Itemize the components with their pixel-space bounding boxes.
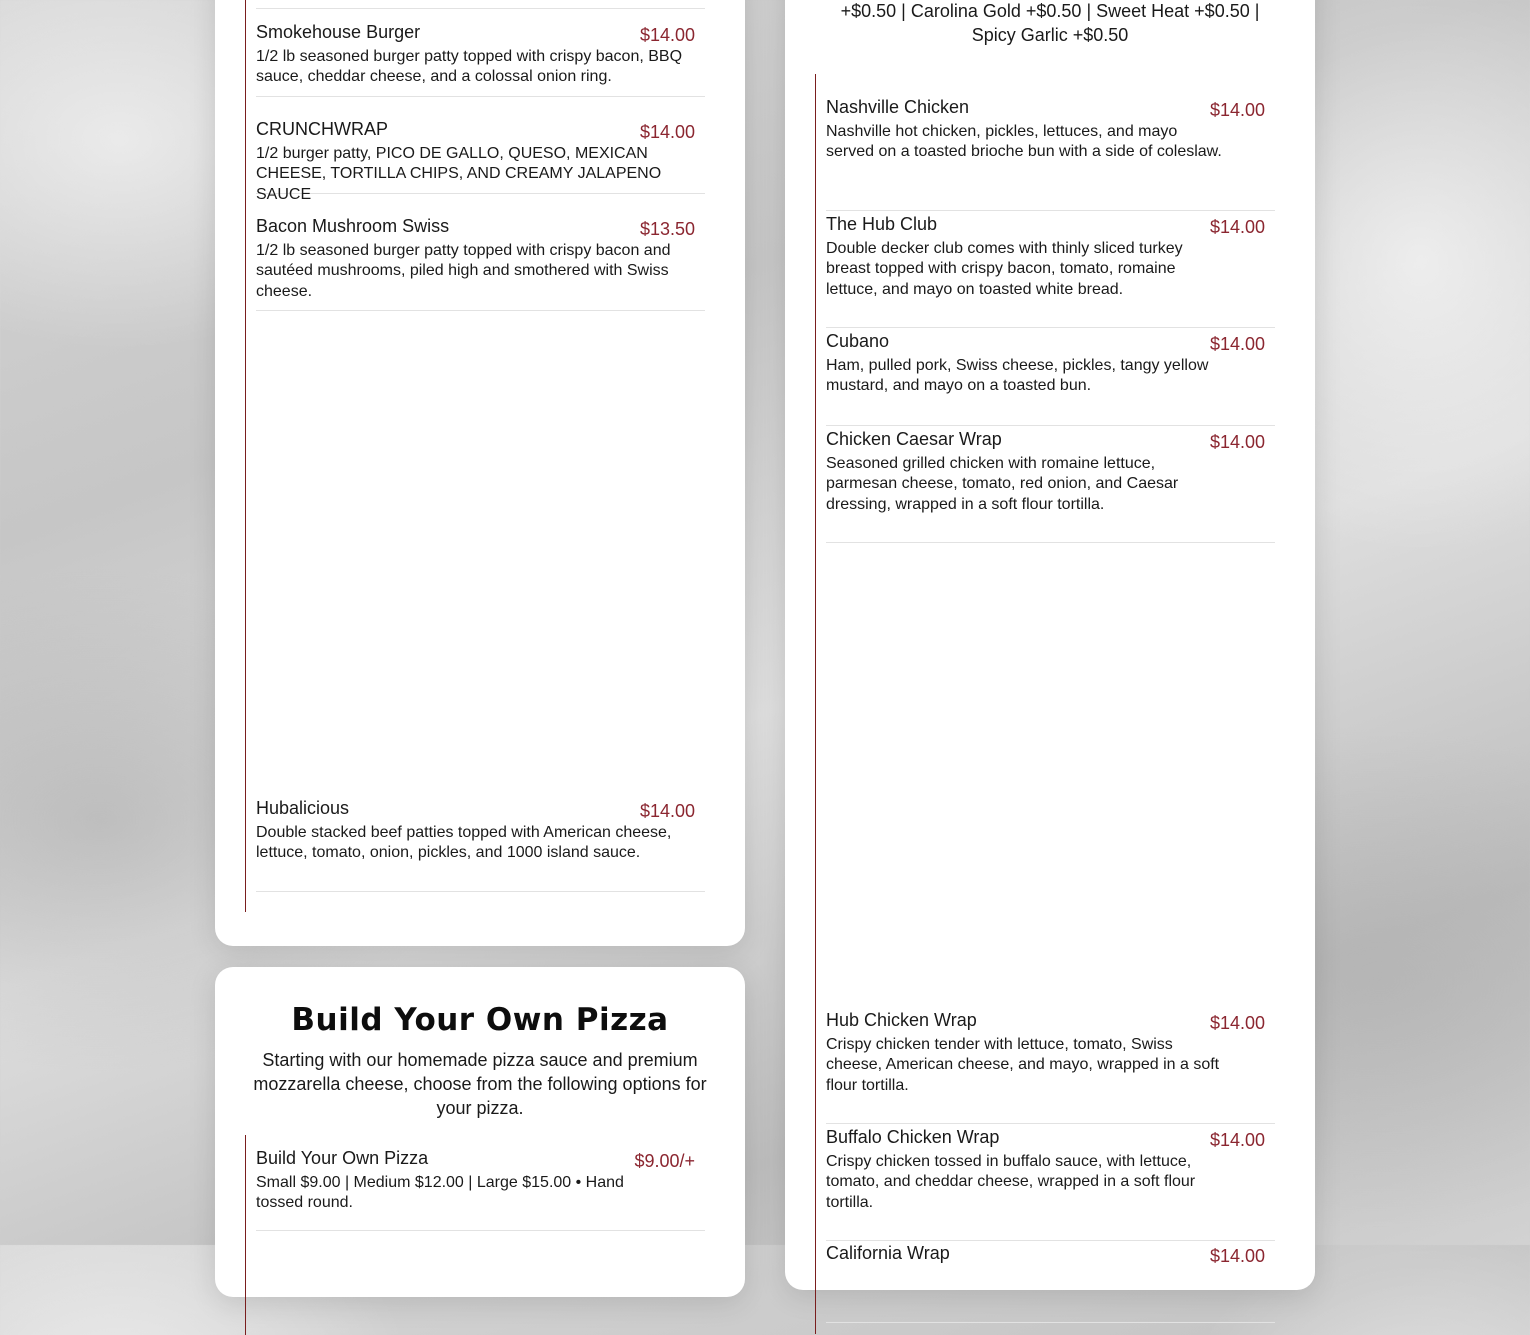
- item-name: The Hub Club: [826, 214, 938, 234]
- item-description: Crispy chicken tossed in buffalo sauce, with lettuce, tomato, and cheddar cheese, wrapped in a soft flour tortilla.: [826, 1153, 1196, 1211]
- menu-item: [256, 118, 705, 203]
- item-price: $14.00: [639, 801, 695, 821]
- item-price: $14.00: [639, 25, 695, 45]
- item-name: Hubalicious: [256, 798, 350, 818]
- item-description: Nashville hot chicken, pickles, lettuces, and mayo served on a toasted brioche bun with a side of coleslaw.: [826, 123, 1222, 161]
- item-name: Hub Chicken Wrap: [826, 1010, 977, 1030]
- menu-item: [826, 1126, 1275, 1241]
- item-description: Crispy chicken tender with lettuce, tomato, Swiss cheese, American cheese, and mayo, wrapped in a soft flour tortilla.: [826, 1036, 1220, 1094]
- item-description: Small $9.00 | Medium $12.00 | Large $15.00 • Hand tossed round.: [256, 1174, 624, 1212]
- menu-item: [826, 428, 1275, 543]
- item-price: $14.00: [1209, 100, 1265, 120]
- menu-item: [256, 21, 705, 97]
- section-title: Build Your Own Pizza: [291, 1002, 669, 1038]
- item-name: Build Your Own Pizza: [256, 1148, 429, 1168]
- item-name: Chicken Caesar Wrap: [826, 429, 1002, 449]
- menu-item: [256, 1147, 705, 1231]
- item-name: California Wrap: [826, 1243, 950, 1263]
- item-name: Buffalo Chicken Wrap: [826, 1127, 1000, 1147]
- item-price: $14.00: [639, 122, 695, 142]
- item-description: Double stacked beef patties topped with American cheese, lettuce, tomato, onion, pickles, and 1000 island sauce.: [256, 824, 672, 862]
- item-name: Smokehouse Burger: [256, 22, 421, 42]
- item-description: 1/2 burger patty, PICO DE GALLO, QUESO, MEXICAN CHEESE, TORTILLA CHIPS, AND CREAMY JALAPENO SAUCE: [256, 145, 662, 203]
- menu-item: [826, 213, 1275, 328]
- item-price: $13.50: [639, 219, 695, 239]
- item-name: Nashville Chicken: [826, 97, 970, 117]
- item-price: $14.00: [1209, 1013, 1265, 1033]
- item-price: $14.00: [1209, 217, 1265, 237]
- menu-item: [826, 1009, 1275, 1124]
- menu-item: [256, 215, 705, 311]
- item-name: Bacon Mushroom Swiss: [256, 216, 450, 236]
- item-price: $9.00/+: [634, 1151, 695, 1171]
- item-price: $14.00: [1209, 1130, 1265, 1150]
- item-description: 1/2 lb seasoned burger patty topped with crispy bacon, BBQ sauce, cheddar cheese, and a colossal onion ring.: [256, 48, 683, 86]
- item-description: 1/2 lb seasoned burger patty topped with crispy bacon and sautéed mushrooms, piled high and smothered with Swiss cheese.: [256, 242, 671, 300]
- burger-item-list: [245, 0, 706, 912]
- item-description: Ham, pulled pork, Swiss cheese, pickles, tangy yellow mustard, and mayo on a toasted bun.: [826, 357, 1209, 395]
- pizza-item-list: [245, 1135, 706, 1335]
- menu-item: [826, 330, 1275, 426]
- sauce-options-note: +$0.50 | Carolina Gold +$0.50 | Sweet Heat +$0.50 | Spicy Garlic +$0.50: [840, 1, 1260, 45]
- sandwich-item-list: [815, 74, 1276, 1334]
- section-intro: Starting with our homemade pizza sauce and premium mozzarella cheese, choose from the following options for your pizza.: [253, 1050, 707, 1118]
- item-description: Seasoned grilled chicken with romaine lettuce, parmesan cheese, tomato, red onion, and Caesar dressing, wrapped in a soft flour tortilla.: [826, 455, 1179, 513]
- item-price: $14.00: [1209, 432, 1265, 452]
- item-price: $14.00: [1209, 1246, 1265, 1266]
- menu-item: [826, 1242, 1275, 1323]
- item-price: $14.00: [1209, 334, 1265, 354]
- menu-item: [256, 797, 705, 892]
- sandwiches-card: [785, 0, 1315, 1290]
- burgers-card: [215, 0, 745, 946]
- item-description: Double decker club comes with thinly sliced turkey breast topped with crispy bacon, tomato, romaine lettuce, and mayo on toasted white bread.: [826, 240, 1183, 298]
- pizza-card: [215, 967, 745, 1297]
- menu-item: [826, 96, 1275, 211]
- item-name: Cubano: [826, 331, 890, 351]
- item-name: CRUNCHWRAP: [256, 119, 388, 139]
